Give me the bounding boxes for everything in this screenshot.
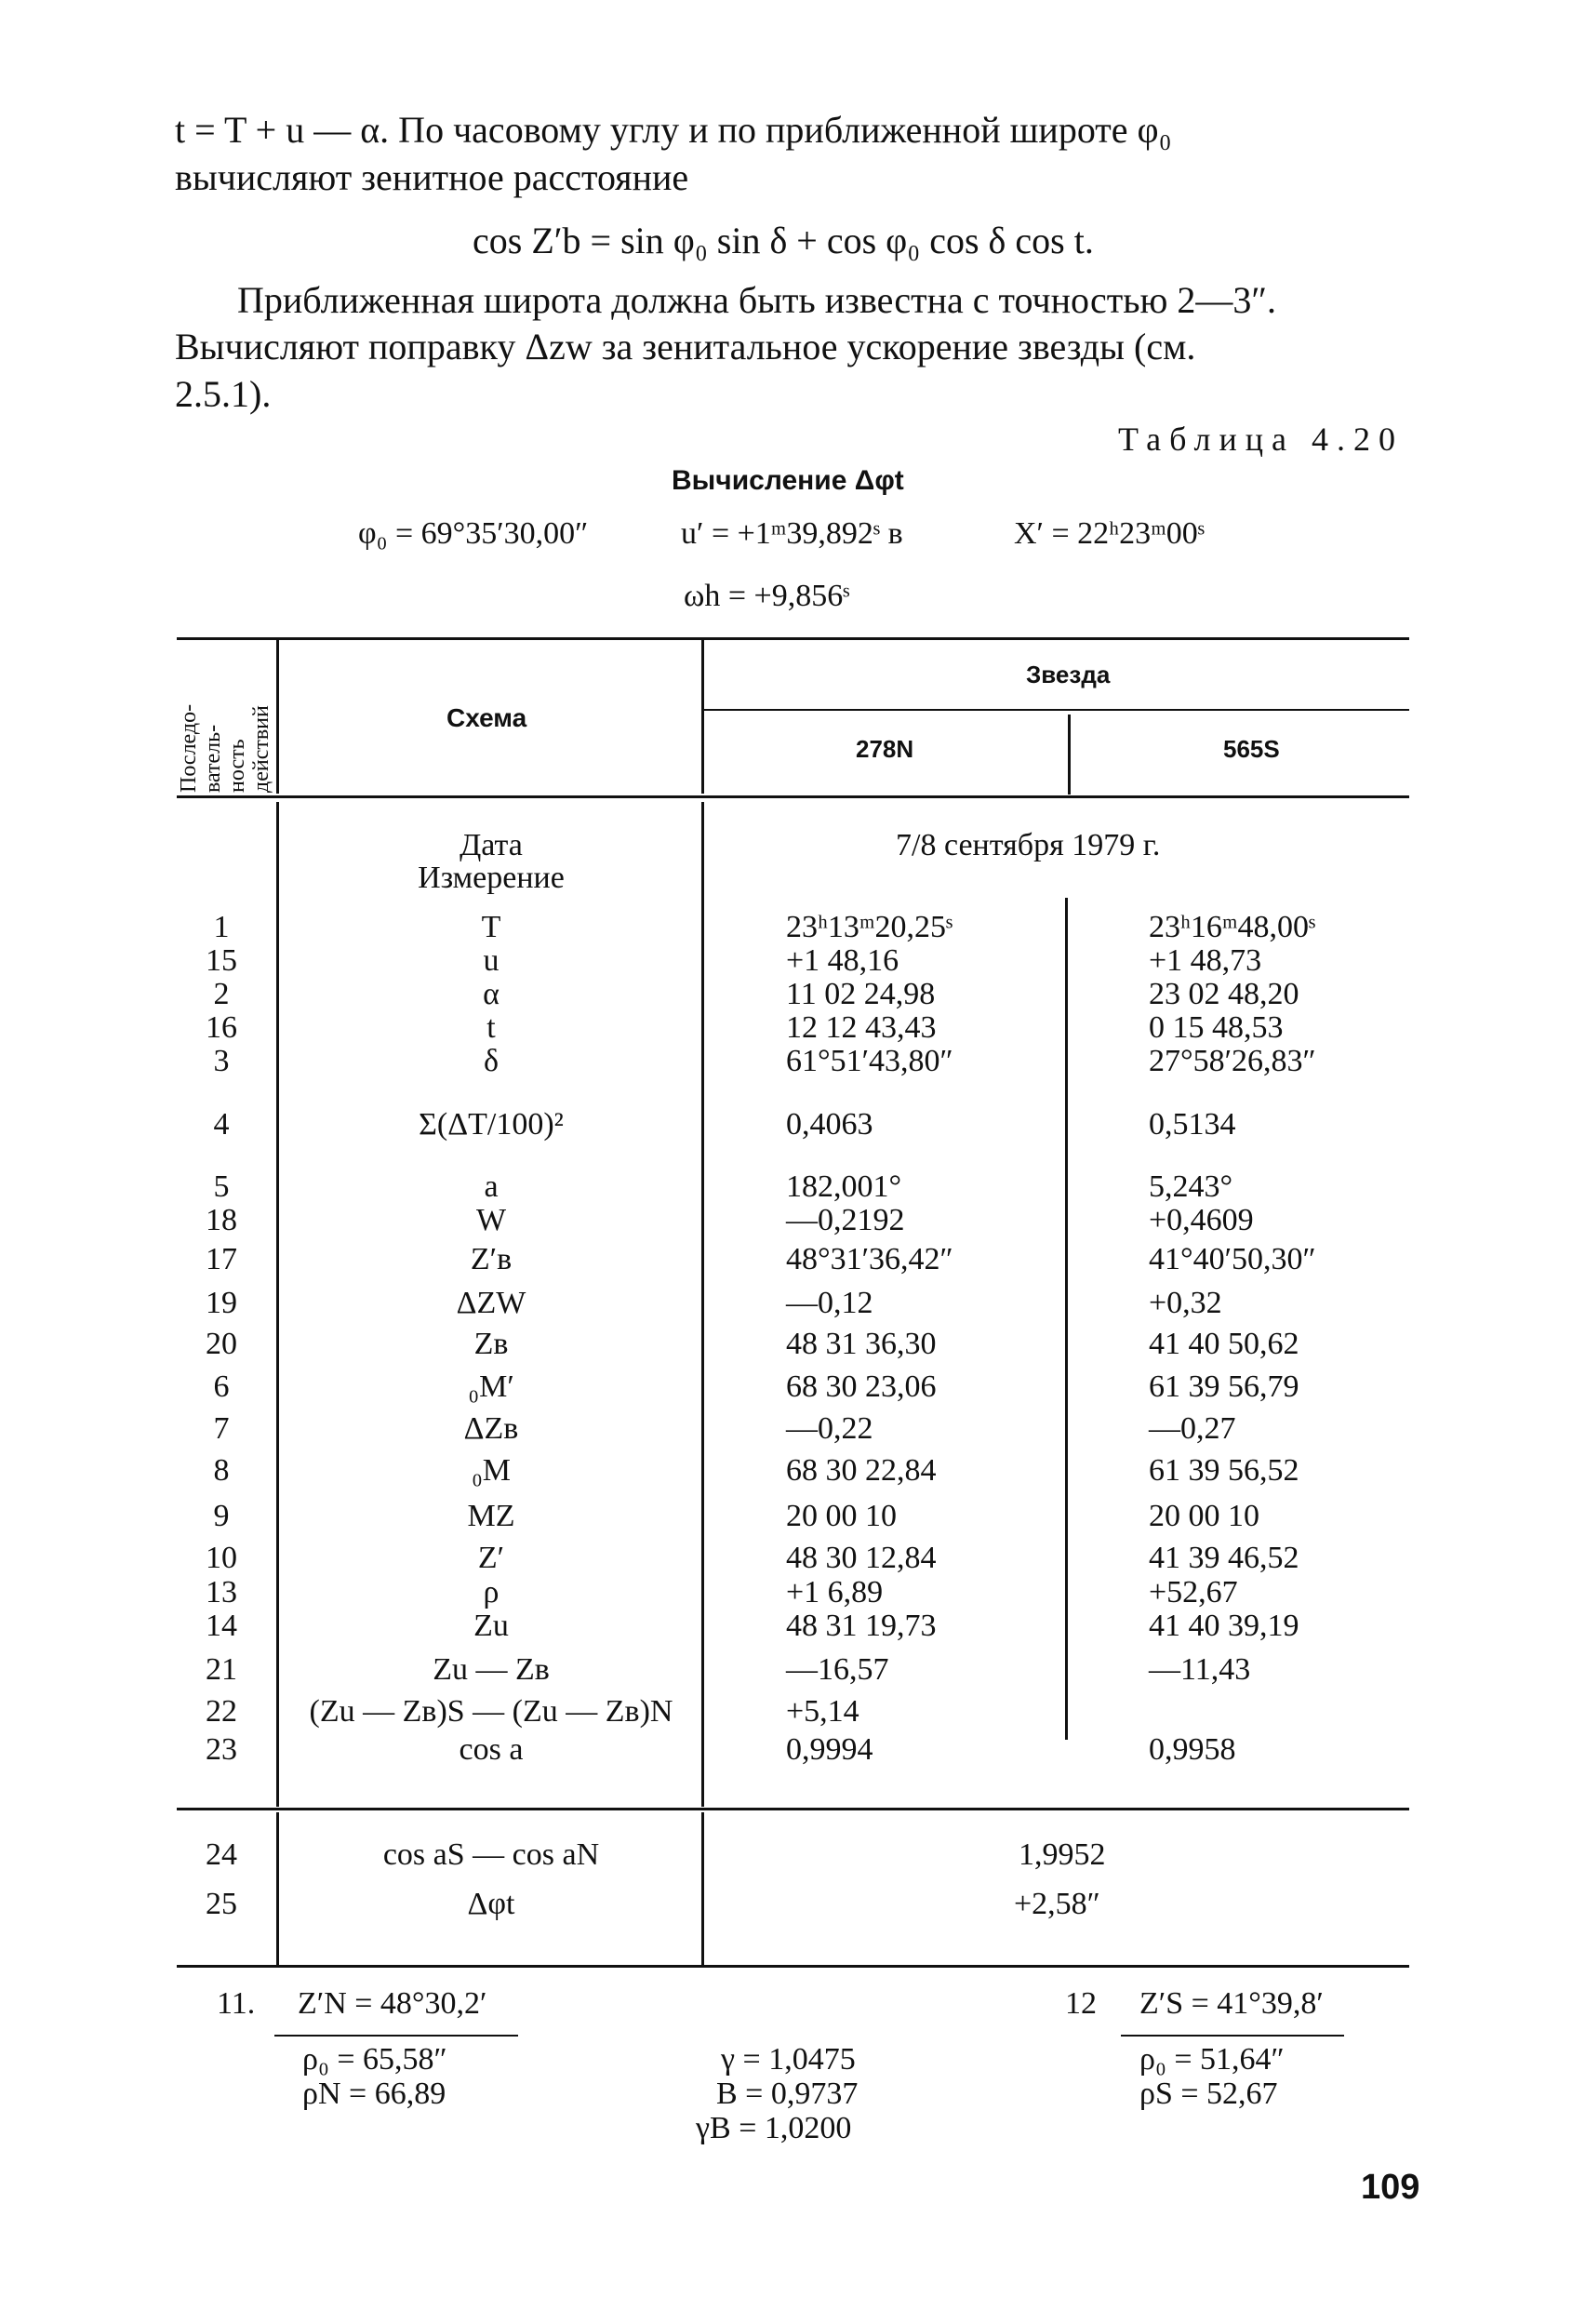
row-value-565s: 27°58′26,83″ (1149, 1044, 1316, 1078)
row-step-number: 16 (206, 1010, 237, 1045)
row-scheme: (Zu — Zв)S — (Zu — Zв)N (309, 1694, 673, 1729)
date-value: 7/8 сентября 1979 г. (896, 828, 1161, 862)
scheme-header: Схема (446, 703, 527, 732)
row-scheme: Z′в (470, 1242, 513, 1276)
row-scheme: a (484, 1169, 499, 1204)
row-scheme: Σ(ΔT/100)² (419, 1107, 564, 1142)
row-value-278n: 0,9994 (786, 1732, 873, 1767)
row-value-565s: 41 39 46,52 (1149, 1541, 1299, 1575)
b-value: B = 0,9737 (716, 2077, 859, 2111)
col-divider-3-body (1065, 898, 1068, 1740)
row-step-number: 13 (206, 1575, 237, 1609)
row-value-565s: 61 39 56,52 (1149, 1453, 1299, 1488)
row-value-278n: +1 6,89 (786, 1575, 884, 1609)
row-value-565s: 0 15 48,53 (1149, 1010, 1284, 1045)
summary-scheme-24: cos aS — cos aN (382, 1837, 600, 1872)
seq-header-4: действий (249, 705, 273, 793)
table-top-rule (177, 637, 1409, 640)
row-value-278n: 48 30 12,84 (786, 1541, 937, 1575)
row-value-278n: 0,4063 (786, 1107, 873, 1142)
table-label: Таблица 4.20 (1118, 421, 1404, 458)
row-value-278n: —0,12 (786, 1286, 873, 1320)
row-value-278n: +1 48,16 (786, 943, 899, 978)
row-value-278n: —0,22 (786, 1411, 873, 1446)
zs-value: Z′S = 41°39,8′ (1139, 1986, 1324, 2021)
row-value-565s: +1 48,73 (1149, 943, 1262, 978)
header-bottom-rule (177, 795, 1409, 798)
measurement-label: Измерение (418, 861, 565, 895)
row-step-number: 17 (206, 1242, 237, 1276)
table-title: Вычисление Δφt (672, 465, 904, 496)
footnote-12-rule (1121, 2035, 1344, 2037)
footnote-11-rule (274, 2035, 518, 2037)
col-divider-2-head (701, 637, 704, 794)
footnote-11: 11. (217, 1986, 256, 2021)
intro-para2-line-3: 2.5.1). (175, 373, 272, 415)
gamma-b-value: γB = 1,0200 (696, 2111, 852, 2145)
row-step-number: 4 (213, 1107, 230, 1142)
row-scheme: ₀M (471, 1453, 512, 1488)
row-scheme: t (486, 1010, 496, 1045)
row-value-278n: 48 31 19,73 (786, 1609, 937, 1643)
summary-num-25: 25 (206, 1887, 237, 1921)
row-scheme: ΔZW (456, 1286, 526, 1320)
row-step-number: 19 (206, 1286, 237, 1320)
star-header: Звезда (1026, 661, 1111, 688)
rho0s-value: ρ₀ = 51,64″ (1139, 2042, 1285, 2077)
page-number: 109 (1361, 2168, 1420, 2207)
row-scheme: Zв (473, 1327, 509, 1361)
row-value-565s: 0,9958 (1149, 1732, 1236, 1767)
row-step-number: 3 (213, 1044, 230, 1078)
row-value-278n: —16,57 (786, 1652, 889, 1687)
row-scheme: ₀M′ (468, 1369, 514, 1404)
row-value-278n: 61°51′43,80″ (786, 1044, 953, 1078)
row-value-565s: 41°40′50,30″ (1149, 1242, 1316, 1276)
row-step-number: 6 (213, 1369, 230, 1404)
row-step-number: 2 (213, 977, 230, 1011)
col-divider-3-head (1068, 715, 1071, 795)
summary-value-24: 1,9952 (1019, 1837, 1106, 1872)
row-value-565s: —11,43 (1149, 1652, 1251, 1687)
row-value-278n: 182,001° (786, 1169, 902, 1204)
rho0n-value: ρ₀ = 65,58″ (302, 2042, 447, 2077)
gamma-value: γ = 1,0475 (721, 2042, 856, 2077)
row-scheme: u (483, 943, 500, 978)
row-value-278n: 68 30 23,06 (786, 1369, 937, 1404)
row-scheme: Zu (473, 1609, 509, 1643)
intro-para2-line-2: Вычисляют поправку Δzw за зенитальное ускорение звезды (см. (175, 326, 1196, 367)
seq-header-2: ватель- (201, 724, 225, 793)
intro-line-2: вычисляют зенитное расстояние (175, 156, 689, 198)
row-step-number: 23 (206, 1732, 237, 1767)
seq-header-3: ность (225, 739, 249, 793)
summary-bottom-rule (177, 1965, 1409, 1968)
row-value-278n: 48°31′36,42″ (786, 1242, 953, 1276)
row-scheme: W (475, 1203, 507, 1237)
intro-line-1: t = T + u — α. По часовому углу и по приближенной широте φ₀ (175, 109, 1172, 151)
row-value-565s: +52,67 (1149, 1575, 1238, 1609)
row-value-565s: 0,5134 (1149, 1107, 1236, 1142)
row-scheme: δ (483, 1044, 500, 1078)
row-scheme: T (481, 910, 501, 944)
rhon-value: ρN = 66,89 (302, 2077, 446, 2111)
phi-value: φ₀ = 69°35′30,00″ (358, 516, 589, 551)
row-value-565s: 23 02 48,20 (1149, 977, 1299, 1011)
summary-scheme-25: Δφt (467, 1887, 515, 1921)
row-value-565s: +0,32 (1149, 1286, 1222, 1320)
body-bottom-rule (177, 1808, 1409, 1810)
row-value-565s: 41 40 39,19 (1149, 1609, 1299, 1643)
date-label: Дата (460, 828, 523, 862)
row-value-278n: 20 00 10 (786, 1499, 897, 1533)
omega-value: ωh = +9,856ˢ (684, 579, 850, 613)
row-value-565s: +0,4609 (1149, 1203, 1254, 1237)
row-value-278n: +5,14 (786, 1694, 859, 1729)
row-step-number: 7 (213, 1411, 230, 1446)
row-step-number: 21 (206, 1652, 237, 1687)
intro-para2-line-1: Приближенная широта должна быть известна с точностью 2—3″. (237, 279, 1276, 321)
row-value-278n: 48 31 36,30 (786, 1327, 937, 1361)
row-step-number: 15 (206, 943, 237, 978)
row-step-number: 10 (206, 1541, 237, 1575)
row-scheme: Zu — Zв (433, 1652, 550, 1687)
row-value-565s: 23ʰ16ᵐ48,00ˢ (1149, 910, 1316, 944)
row-step-number: 8 (213, 1453, 230, 1488)
row-scheme: cos a (459, 1732, 524, 1767)
row-value-278n: 11 02 24,98 (786, 977, 936, 1011)
row-scheme: Z′ (477, 1541, 505, 1575)
footnote-12: 12 (1065, 1986, 1097, 2021)
x-value: X′ = 22ʰ23ᵐ00ˢ (1014, 516, 1205, 551)
rhos-value: ρS = 52,67 (1139, 2077, 1278, 2111)
col-divider-1-head (276, 637, 279, 794)
row-value-565s: —0,27 (1149, 1411, 1236, 1446)
row-step-number: 9 (213, 1499, 230, 1533)
row-scheme: ρ (483, 1575, 500, 1609)
zn-value: Z′N = 48°30,2′ (298, 1986, 487, 2021)
zenith-formula: cos Z′b = sin φ₀ sin δ + cos φ₀ cos δ cos t. (473, 220, 1094, 261)
row-value-278n: 12 12 43,43 (786, 1010, 937, 1045)
star2-header: 565S (1223, 735, 1280, 763)
star-sub-rule (704, 709, 1409, 711)
row-step-number: 14 (206, 1609, 237, 1643)
row-step-number: 1 (213, 910, 230, 944)
row-step-number: 18 (206, 1203, 237, 1237)
row-value-565s: 41 40 50,62 (1149, 1327, 1299, 1361)
row-value-565s: 61 39 56,79 (1149, 1369, 1299, 1404)
row-scheme: MZ (467, 1499, 515, 1533)
row-value-278n: 68 30 22,84 (786, 1453, 937, 1488)
star1-header: 278N (856, 735, 914, 763)
row-step-number: 20 (206, 1327, 237, 1361)
row-step-number: 22 (206, 1694, 237, 1729)
row-value-565s: 20 00 10 (1149, 1499, 1259, 1533)
row-value-278n: —0,2192 (786, 1203, 905, 1237)
row-scheme: ΔZв (463, 1411, 519, 1446)
row-scheme: α (483, 977, 500, 1011)
summary-num-24: 24 (206, 1837, 237, 1872)
row-value-565s: 5,243° (1149, 1169, 1233, 1204)
row-step-number: 5 (213, 1169, 230, 1204)
summary-value-25: +2,58″ (1014, 1887, 1100, 1921)
row-value-278n: 23ʰ13ᵐ20,25ˢ (786, 910, 953, 944)
u-value: u′ = +1ᵐ39,892ˢ в (681, 516, 903, 551)
seq-header-1: Последо- (177, 703, 201, 793)
